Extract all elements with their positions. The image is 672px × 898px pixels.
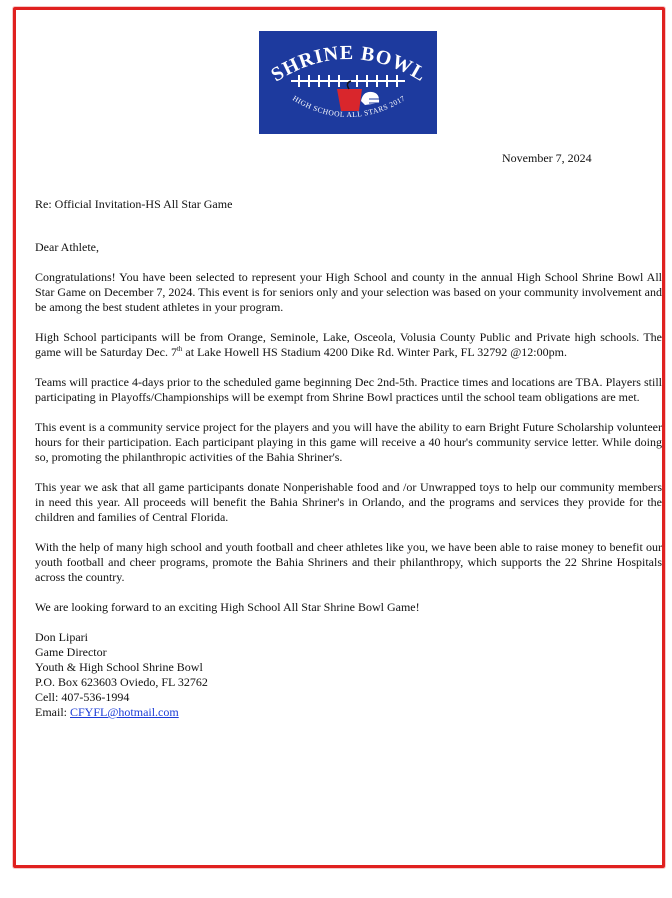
signature-organization: Youth & High School Shrine Bowl (35, 660, 203, 674)
letter-date: November 7, 2024 (502, 151, 592, 165)
subject-line: Re: Official Invitation-HS All Star Game (35, 197, 233, 211)
signature-cell: Cell: 407-536-1994 (35, 690, 130, 704)
paragraph-congratulations: Congratulations! You have been selected to represent your High School and county in the annual High School Shrine Bowl All Star Game on December 7, 2024. This event is for seniors only and your selection was based on your community involvement and be among the best student athletes in your program. (35, 270, 662, 314)
svg-text:SHRINE BOWL (267, 42, 430, 86)
participants-text: High School participants will be from Orange, Seminole, Lake, Osceola, Volusia County Public and Private high schools. The game will be Saturday Dec. 7 (35, 330, 662, 359)
participants-text-cont: at Lake Howell HS Stadium 4200 Dike Rd. Winter Park, FL 32792 @12:00pm. (182, 345, 567, 359)
email-label: Email: (35, 705, 70, 719)
paragraph-community-service: This event is a community service project for the players and you will have the ability to earn Bright Future Scholarship volunteer hours for their participation. Each participant playing in this game will receive a 40 hour's community service letter. While doing so, promoting the philanthropic activities of the Bahia Shriner's. (35, 420, 662, 464)
fez-icon (337, 81, 362, 111)
date-superscript: th (176, 345, 183, 353)
signature-address: P.O. Box 623603 Oviedo, FL 32762 (35, 675, 208, 689)
shrine-bowl-logo-graphic (259, 31, 437, 134)
letter-body (35, 240, 662, 720)
paragraph-practice: Teams will practice 4-days prior to the scheduled game beginning Dec 2nd-5th. Practice times and locations are TBA. Players still participating in Playoffs/Championships will be exempt from Shrine Bowl practices until the school team obligations are met. (35, 375, 662, 404)
signature-email-row (35, 705, 662, 720)
signature-name: Don Lipari (35, 630, 88, 644)
closing-line: We are looking forward to an exciting High School All Star Shrine Bowl Game! (35, 600, 420, 614)
shrine-bowl-logo (259, 31, 437, 134)
email-link[interactable]: CFYFL@hotmail.com (70, 705, 179, 719)
paragraph-participants (35, 330, 662, 360)
salutation: Dear Athlete, (35, 240, 99, 254)
signature-title: Game Director (35, 645, 107, 659)
helmet-icon (361, 92, 379, 105)
logo-title: SHRINE BOWL (267, 41, 431, 87)
signature-block (35, 630, 662, 720)
paragraph-fundraising: With the help of many high school and youth football and cheer athletes like you, we have been able to raise money to benefit our youth football and cheer programs, promote the Bahia Shriners and their philanthropy, which supports the 22 Shrine Hospitals across the country. (35, 540, 662, 584)
logo-subtitle: HIGH SCHOOL ALL STARS 2017 (291, 93, 407, 120)
paragraph-donations: This year we ask that all game participants donate Nonperishable food and /or Unwrapped toys to help our community members in need this year. All proceeds will benefit the Bahia Shriner's in Orlando, and the programs and services they provide for the children and families of Central Florida. (35, 480, 662, 524)
